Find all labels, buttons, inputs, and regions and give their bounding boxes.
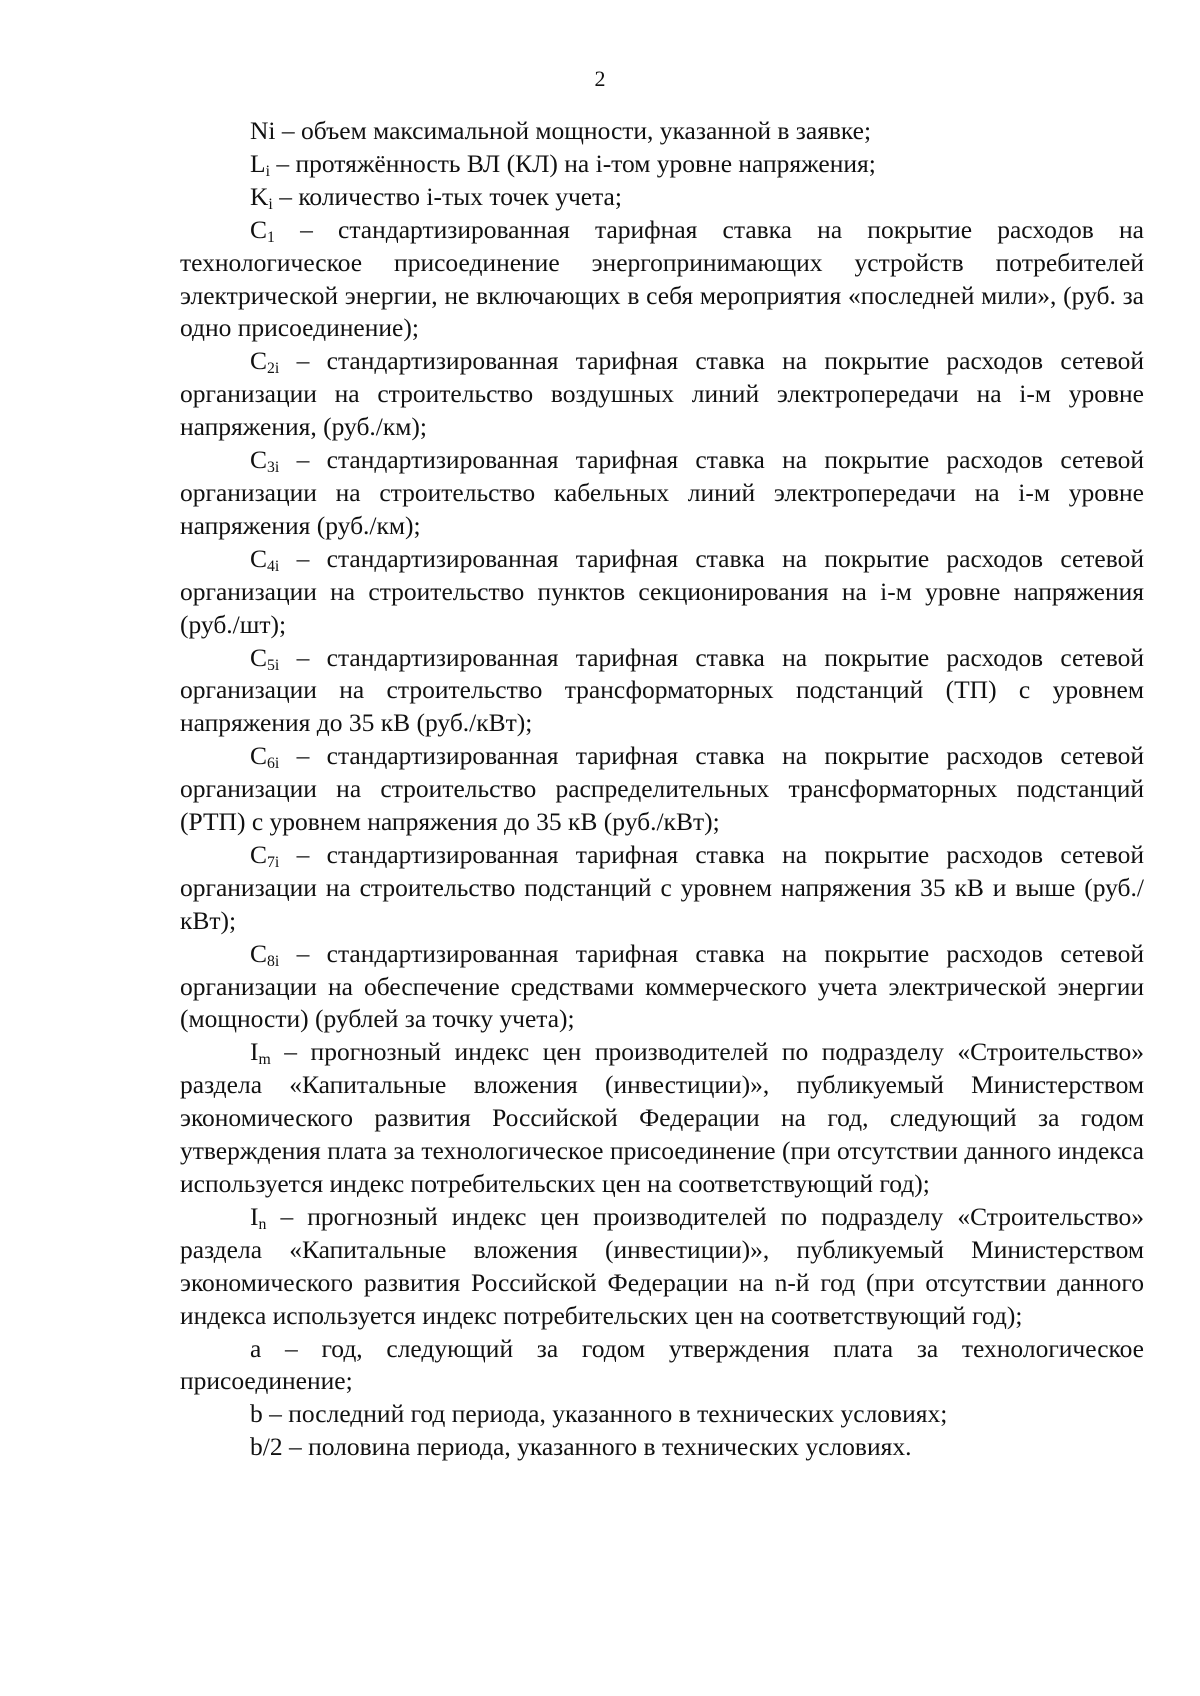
- symbol: C: [250, 445, 268, 475]
- definition-text: – прогнозный индекс цен производителей по подразделу «Строительство» раздела «Капитальные вложения (инвестиции)», публикуемый Министерством экономического развития Российской Федерации на n-й год (при отсутствии данного индекса используется индекс потребительских цен на соответствующий год);: [180, 1201, 1144, 1330]
- definition-text: – стандартизированная тарифная ставка на покрытие расходов на технологическое присоединение энергопринимающих устройств потребителей электрической энергии, не включающих в себя мероприятия «последней мили», (руб. за одно присоединение);: [180, 214, 1144, 343]
- symbol-subscript: n: [258, 1215, 267, 1233]
- definition-text: – прогнозный индекс цен производителей по подразделу «Строительство» раздела «Капитальные вложения (инвестиции)», публикуемый Министерством экономического развития Российской Федерации на год, следующий за годом утверждения плата за технологическое присоединение (при отсутствии данного индекса используется индекс потребительских цен на соответствующий год);: [180, 1037, 1144, 1198]
- definitions-list: [180, 115, 1144, 1464]
- definition-text: – стандартизированная тарифная ставка на покрытие расходов сетевой организации на строительство воздушных линий электропередачи на i-м уровне напряжения, (руб./км);: [180, 346, 1144, 442]
- definition-text: – половина периода, указанного в технических условиях.: [282, 1432, 912, 1462]
- definition-paragraph: [180, 543, 1144, 642]
- definition-paragraph: [180, 1036, 1144, 1201]
- symbol-subscript: 2i: [267, 360, 280, 378]
- definition-paragraph: [180, 1333, 1144, 1399]
- symbol-subscript: 3i: [267, 459, 280, 476]
- definition-text: – протяжённость ВЛ (КЛ) на i-том уровне напряжения;: [269, 148, 876, 178]
- symbol-subscript: 1: [267, 228, 275, 246]
- definition-text: – стандартизированная тарифная ставка на покрытие расходов сетевой организации на обеспечение средствами коммерческого учета электрической энергии (мощности) (рублей за точку учета);: [180, 938, 1144, 1034]
- symbol-subscript: 8i: [267, 952, 280, 970]
- symbol: C: [250, 543, 268, 573]
- definition-text: – количество i-тых точек учета;: [272, 181, 622, 211]
- definition-text: – стандартизированная тарифная ставка на покрытие расходов сетевой организации на строительство трансформаторных подстанций (ТП) с уровнем напряжения до 35 кВ (руб./кВт);: [180, 642, 1144, 738]
- symbol: L: [250, 148, 266, 178]
- definition-text: – стандартизированная тарифная ставка на покрытие расходов сетевой организации на строительство пунктов секционирования на i-м уровне напряжения (руб./шт);: [180, 543, 1144, 639]
- symbol: I: [250, 1037, 259, 1067]
- definition-paragraph: [180, 181, 1144, 214]
- symbol: C: [250, 214, 268, 244]
- page-number: 2: [594, 66, 606, 91]
- definition-paragraph: [180, 1431, 1144, 1464]
- definition-paragraph: [180, 148, 1144, 181]
- symbol: C: [250, 346, 268, 376]
- symbol-subscript: 6i: [267, 755, 280, 773]
- symbol: C: [250, 741, 268, 771]
- symbol: I: [250, 1201, 259, 1231]
- definition-text: – стандартизированная тарифная ставка на покрытие расходов сетевой организации на строительство кабельных линий электропередачи на i-м уровне напряжения (руб./км);: [180, 445, 1144, 540]
- symbol-subscript: m: [258, 1051, 271, 1069]
- symbol-suffix: i: [268, 116, 276, 145]
- symbol-subscript: 5i: [267, 656, 280, 674]
- symbol-subscript: i: [265, 162, 270, 180]
- definition-paragraph: [180, 938, 1144, 1037]
- definition-paragraph: [180, 1398, 1144, 1431]
- definition-paragraph: [180, 444, 1144, 543]
- symbol: C: [250, 938, 268, 968]
- definition-text: – год, следующий за годом утверждения плата за технологическое присоединение;: [180, 1333, 1144, 1396]
- symbol: C: [250, 839, 268, 869]
- definition-text: – последний год периода, указанного в технических условиях;: [262, 1399, 948, 1429]
- definition-text: – объем максимальной мощности, указанной в заявке;: [275, 116, 872, 145]
- definition-paragraph: [180, 642, 1144, 741]
- definition-paragraph: [180, 740, 1144, 839]
- definition-paragraph: [180, 839, 1144, 938]
- definition-paragraph: [180, 214, 1144, 346]
- symbol: C: [250, 642, 268, 672]
- definition-paragraph: [180, 1201, 1144, 1333]
- definition-text: – стандартизированная тарифная ставка на покрытие расходов сетевой организации на строительство распределительных трансформаторных подстанций (РТП) с уровнем напряжения до 35 кВ (руб./кВт);: [180, 741, 1144, 837]
- symbol: b/2: [250, 1432, 283, 1462]
- symbol: N: [250, 116, 269, 145]
- symbol: K: [250, 181, 269, 211]
- symbol: b: [250, 1399, 263, 1429]
- definition-paragraph: [180, 115, 1144, 148]
- symbol-subscript: 7i: [267, 853, 280, 871]
- definition-text: – стандартизированная тарифная ставка на покрытие расходов сетевой организации на строительство подстанций с уровнем напряжения 35 кВ и выше (руб./кВт);: [180, 839, 1144, 935]
- symbol: a: [250, 1333, 262, 1363]
- definition-paragraph: [180, 345, 1144, 444]
- symbol-subscript: i: [268, 195, 273, 213]
- symbol-subscript: 4i: [267, 557, 280, 575]
